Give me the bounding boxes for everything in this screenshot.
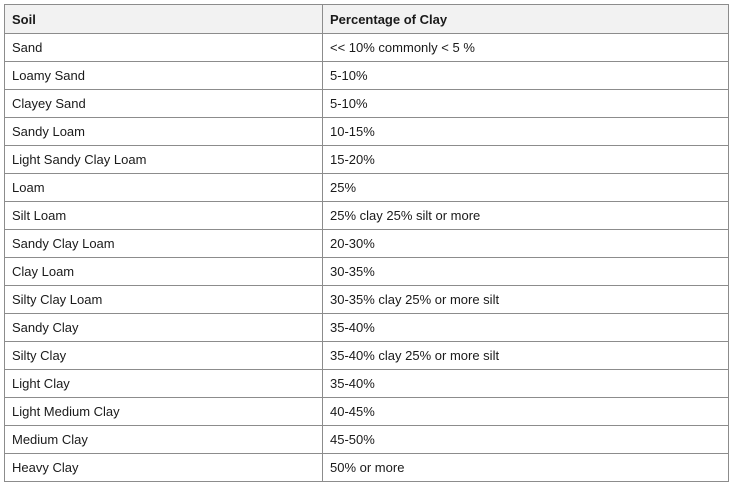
table-row [5,258,729,286]
soil-cell: Silt Loam [5,202,323,230]
table-row [5,118,729,146]
soil-cell: Clayey Sand [5,90,323,118]
column-header-percentage-of-clay: Percentage of Clay [323,5,729,34]
soil-cell: Loamy Sand [5,62,323,90]
soil-cell: Silty Clay [5,342,323,370]
soil-cell: Silty Clay Loam [5,286,323,314]
clay-percentage-cell: 10-15% [323,118,729,146]
table-row [5,398,729,426]
soil-cell: Light Medium Clay [5,398,323,426]
soil-clay-table [4,4,729,482]
clay-percentage-cell: 30-35% clay 25% or more silt [323,286,729,314]
table-row [5,62,729,90]
table-row [5,426,729,454]
table-row [5,454,729,482]
clay-percentage-cell: 35-40% [323,370,729,398]
table-row [5,202,729,230]
soil-cell: Loam [5,174,323,202]
clay-percentage-cell: 5-10% [323,90,729,118]
soil-cell: Sandy Clay Loam [5,230,323,258]
clay-percentage-cell: 40-45% [323,398,729,426]
clay-percentage-cell: << 10% commonly < 5 % [323,34,729,62]
table-row [5,314,729,342]
soil-cell: Heavy Clay [5,454,323,482]
clay-percentage-cell: 35-40% [323,314,729,342]
table-row [5,342,729,370]
soil-clay-table-container [4,4,728,482]
column-header-soil: Soil [5,5,323,34]
table-row [5,146,729,174]
clay-percentage-cell: 5-10% [323,62,729,90]
soil-cell: Light Sandy Clay Loam [5,146,323,174]
soil-cell: Light Clay [5,370,323,398]
clay-percentage-cell: 20-30% [323,230,729,258]
soil-cell: Sandy Clay [5,314,323,342]
soil-cell: Sand [5,34,323,62]
clay-percentage-cell: 35-40% clay 25% or more silt [323,342,729,370]
clay-percentage-cell: 25% clay 25% silt or more [323,202,729,230]
table-row [5,370,729,398]
table-row [5,230,729,258]
soil-cell: Clay Loam [5,258,323,286]
soil-cell: Medium Clay [5,426,323,454]
table-row [5,90,729,118]
clay-percentage-cell: 15-20% [323,146,729,174]
table-header-row [5,5,729,34]
clay-percentage-cell: 30-35% [323,258,729,286]
clay-percentage-cell: 50% or more [323,454,729,482]
clay-percentage-cell: 45-50% [323,426,729,454]
table-row [5,174,729,202]
soil-cell: Sandy Loam [5,118,323,146]
table-row [5,286,729,314]
table-row [5,34,729,62]
clay-percentage-cell: 25% [323,174,729,202]
